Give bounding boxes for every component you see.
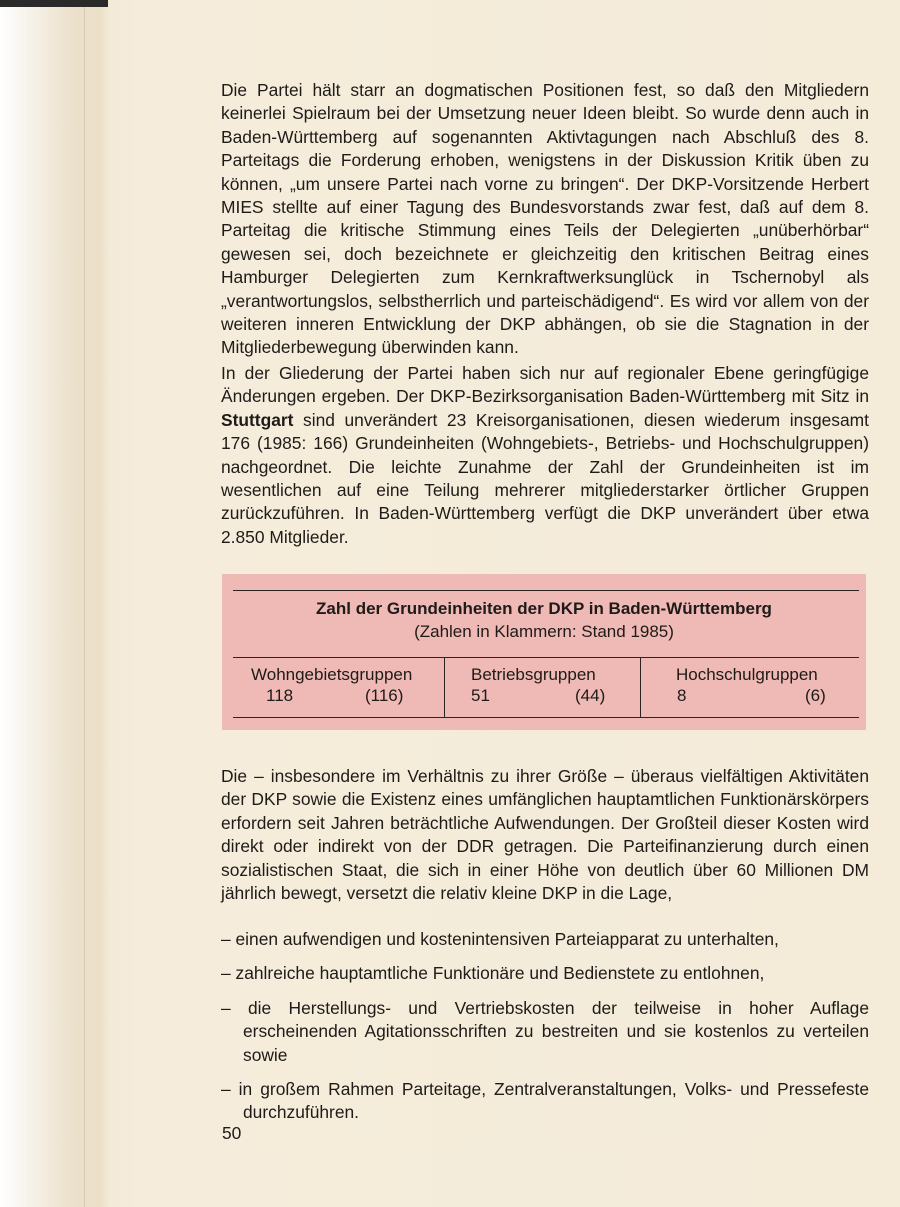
table-value-hochschul: 8 xyxy=(677,686,687,705)
binding-fold-line xyxy=(84,0,85,1207)
table-header-rule xyxy=(233,657,859,658)
table-previous-wohngebiet: (116) xyxy=(365,686,404,705)
paragraph-text: Die – insbesondere im Verhältnis zu ihrer Größe – überaus vielfältigen Aktivitäten der DKP sowie die Existenz eines umfänglichen hauptamtlichen Funktionärskörpers erfordern seit Jahren beträchtliche Aufwendungen. Der Großteil dieser Kosten wird direkt oder indirekt von der DDR getragen. Die Parteifinanzierung durch einen sozialistischen Staat, die sich in einer Höhe von deutlich über 60 Millionen DM jährlich bewegt, versetzt die relativ kleine DKP in die Lage, xyxy=(221,766,869,904)
table-top-rule xyxy=(233,590,859,591)
table-header-wohngebiet: Wohngebietsgruppen xyxy=(251,665,413,684)
table-header-betrieb: Betriebsgruppen xyxy=(471,665,596,684)
list-item: – die Herstellungs- und Vertriebskosten der teilweise in hoher Auflage erscheinenden Agitationsschriften zu bestreiten und sie kostenlos zu verteilen sowie xyxy=(221,997,869,1065)
table-previous-hochschul: (6) xyxy=(805,686,826,705)
text-run: In der Gliederung der Partei haben sich nur auf regionaler Ebene geringfügige Änderungen ergeben. Der DKP-Bezirksorganisation Baden-Württemberg mit Sitz in xyxy=(221,363,869,407)
paragraph-party-structure xyxy=(221,362,869,549)
page-number: 50 xyxy=(222,1123,242,1143)
table-column-divider xyxy=(640,657,641,717)
paragraph-party-financing xyxy=(221,765,869,905)
financing-dash-list xyxy=(221,928,869,1136)
table-value-wohngebiet: 118 xyxy=(266,686,294,705)
table-previous-betrieb: (44) xyxy=(575,686,606,705)
paragraph-text xyxy=(221,362,869,549)
table-value-betrieb: 51 xyxy=(471,686,490,705)
scan-corner-mark xyxy=(0,0,108,7)
paragraph-text: Die Partei hält starr an dogmatischen Positionen fest, so daß den Mitgliedern keinerlei Spielraum bei der Umsetzung neuer Ideen bleibt. So wurde denn auch in Baden-Württemberg auf sogenannten Aktivtagungen nach Abschluß des 8. Parteitags die Forderung erhoben, wenigstens in der Diskussion Kritik üben zu können, „um unsere Partei nach vorne zu bringen“. Der DKP-Vorsitzende Herbert MIES stellte auf einer Tagung des Bundesvorstands zwar fest, daß auf dem 8. Parteitag die kritische Stimmung eines Teils der Delegierten „unüberhörbar“ gewesen sei, doch bezeichnete er gleichzeitig den kritischen Beitrag eines Hamburger Delegierten zum Kernkraftwerksunglück in Tschernobyl als „verantwortungslos, selbstherrlich und parteischädigend“. Es wird vor allem von der weiteren inneren Entwicklung der DKP abhängen, ob sie die Stagnation in der Mitgliederbewegung überwinden kann. xyxy=(221,80,869,358)
table-header-hochschul: Hochschulgruppen xyxy=(676,665,818,684)
text-run: sind unverändert 23 Kreisorganisationen, diesen wiederum insgesamt 176 (1985: 166) Grundeinheiten (Wohngebiets-, Betriebs- und Hochschulgruppen) nachgeordnet. Die leichte Zunahme der Zahl der Grundeinheiten ist im wesentlichen auf eine Teilung mehrerer mitgliederstarker örtlicher Gruppen zurückzuführen. In Baden-Württemberg verfügt die DKP unverändert über etwa 2.850 Mitglieder. xyxy=(221,409,869,547)
list-item: – einen aufwendigen und kostenintensiven Parteiapparat zu unterhalten, xyxy=(221,929,779,949)
list-item: – in großem Rahmen Parteitage, Zentralveranstaltungen, Volks- und Pressefeste durchzuführen. xyxy=(221,1079,869,1123)
paragraph-party-dogmatism xyxy=(221,79,869,360)
table-column-divider xyxy=(444,657,445,717)
list-item: – zahlreiche hauptamtliche Funktionäre und Bedienstete zu entlohnen, xyxy=(221,963,765,984)
table-bottom-rule xyxy=(233,717,859,718)
bold-place-name: Stuttgart xyxy=(221,409,294,430)
table-subtitle: (Zahlen in Klammern: Stand 1985) xyxy=(414,622,674,641)
page-binding-shadow xyxy=(0,0,110,1207)
table-title: Zahl der Grundeinheiten der DKP in Baden-Württemberg xyxy=(316,599,772,618)
